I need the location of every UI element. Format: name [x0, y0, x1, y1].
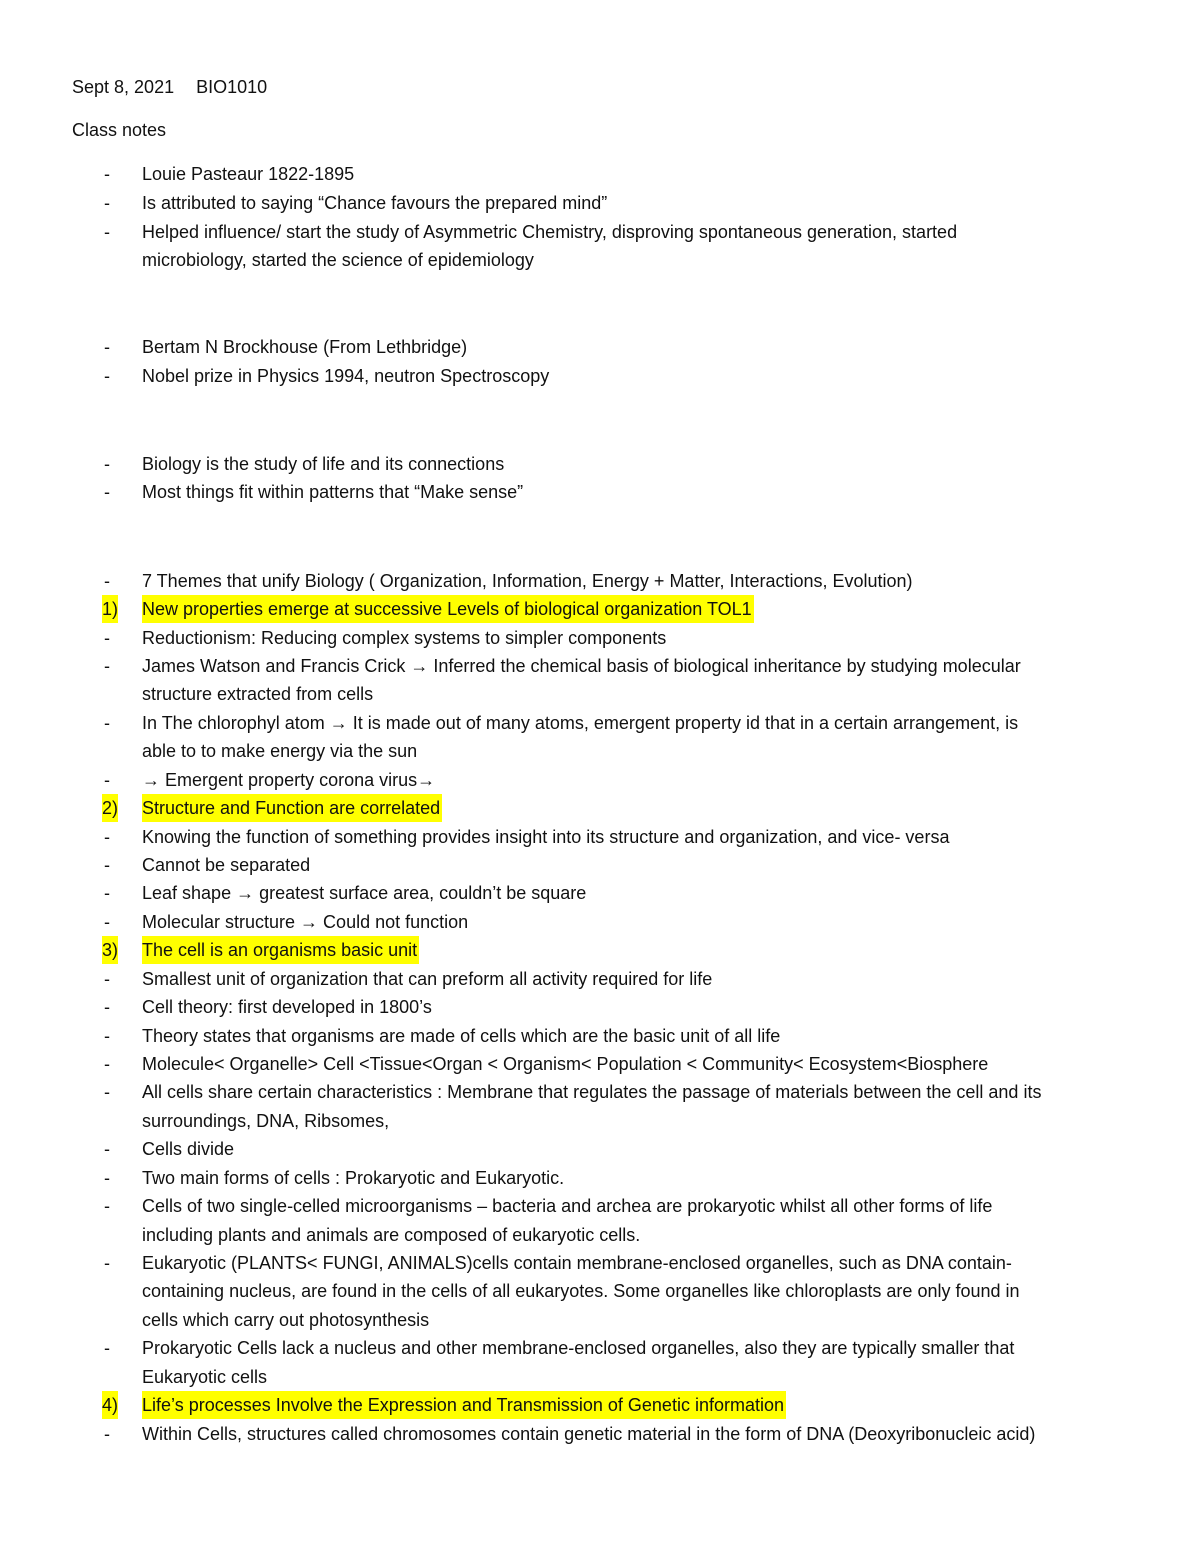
note-text: Leaf shape → greatest surface area, couldn’t be square [142, 883, 587, 903]
bullet-dash: - [104, 770, 110, 790]
bullet-dash: - [104, 164, 110, 184]
theme-heading-text: Life’s processes Involve the Expression and Transmission of Genetic information [142, 1391, 786, 1419]
note-text: Molecule< Organelle> Cell <Tissue<Organ < Organism< Population < Community< Ecosystem<Biosphere [142, 1054, 989, 1074]
note-text: Helped influence/ start the study of Asymmetric Chemistry, disproving spontaneous generation, started [142, 222, 958, 242]
note-text: Two main forms of cells : Prokaryotic and Eukaryotic. [142, 1168, 565, 1188]
bullet-dash: - [104, 1139, 110, 1159]
note-text: Eukaryotic cells [142, 1367, 268, 1387]
note-text: Cell theory: first developed in 1800’s [142, 997, 432, 1017]
note-text: Knowing the function of something provides insight into its structure and organization, and vice- versa [142, 827, 950, 847]
bullet-dash: - [104, 1026, 110, 1046]
note-text: structure extracted from cells [142, 684, 374, 704]
bullet-dash: - [104, 337, 110, 357]
note-text: Eukaryotic (PLANTS< FUNGI, ANIMALS)cells contain membrane-enclosed organelles, such as DNA contain- [142, 1253, 1012, 1273]
theme-heading-text: The cell is an organisms basic unit [142, 936, 419, 964]
theme-number: 4) [102, 1391, 118, 1419]
date-text: Sept 8, 2021 [72, 77, 175, 97]
note-text: → Emergent property corona virus→ [142, 770, 436, 790]
bullet-dash: - [104, 222, 110, 242]
note-text: Most things fit within patterns that “Make sense” [142, 482, 524, 502]
note-text: Cannot be separated [142, 855, 311, 875]
bullet-dash: - [104, 1054, 110, 1074]
note-text: Theory states that organisms are made of cells which are the basic unit of all life [142, 1026, 781, 1046]
note-text: Smallest unit of organization that can preform all activity required for life [142, 969, 713, 989]
note-text: Within Cells, structures called chromosomes contain genetic material in the form of DNA (Deoxyribonucleic acid) [142, 1424, 1036, 1444]
bullet-dash: - [104, 1168, 110, 1188]
note-text: James Watson and Francis Crick → Inferred the chemical basis of biological inheritance by studying molecular [142, 656, 1021, 676]
note-text: Louie Pasteaur 1822-1895 [142, 164, 355, 184]
note-text: All cells share certain characteristics : Membrane that regulates the passage of materials between the cell and its [142, 1082, 1042, 1102]
note-text: 7 Themes that unify Biology ( Organization, Information, Energy + Matter, Interactions, Evolution) [142, 571, 913, 591]
theme-heading-text: Structure and Function are correlated [142, 794, 442, 822]
header-line [72, 73, 1140, 101]
bullet-dash: - [104, 855, 110, 875]
bullet-dash: - [104, 1424, 110, 1444]
bullet-dash: - [104, 997, 110, 1017]
note-text: Nobel prize in Physics 1994, neutron Spectroscopy [142, 366, 550, 386]
note-text: Biology is the study of life and its connections [142, 454, 505, 474]
course-code: BIO1010 [196, 77, 268, 97]
bullet-dash: - [104, 912, 110, 932]
bullet-dash: - [104, 193, 110, 213]
bullet-dash: - [104, 883, 110, 903]
note-text: microbiology, started the science of epidemiology [142, 250, 534, 270]
theme-number: 3) [102, 936, 118, 964]
bullet-dash: - [104, 628, 110, 648]
note-text: surroundings, DNA, Ribsomes, [142, 1111, 390, 1131]
note-text: In The chlorophyl atom → It is made out of many atoms, emergent property id that in a certain arrangement, is [142, 713, 1019, 733]
note-text: Prokaryotic Cells lack a nucleus and other membrane-enclosed organelles, also they are typically smaller that [142, 1338, 1015, 1358]
bullet-dash: - [104, 969, 110, 989]
notes-title-text: Class notes [72, 120, 167, 140]
note-text: cells which carry out photosynthesis [142, 1310, 430, 1330]
bullet-dash: - [104, 1253, 110, 1273]
bullet-dash: - [104, 454, 110, 474]
theme-heading-text: New properties emerge at successive Levels of biological organization TOL1 [142, 595, 754, 623]
note-text: Is attributed to saying “Chance favours the prepared mind” [142, 193, 608, 213]
note-text: Molecular structure → Could not function [142, 912, 469, 932]
bullet-dash: - [104, 656, 110, 676]
note-text: including plants and animals are composed of eukaryotic cells. [142, 1225, 641, 1245]
bullet-dash: - [104, 713, 110, 733]
bullet-dash: - [104, 1196, 110, 1216]
note-text: containing nucleus, are found in the cells of all eukaryotes. Some organelles like chloroplasts are only found in [142, 1281, 1020, 1301]
bullet-dash: - [104, 827, 110, 847]
bullet-dash: - [104, 482, 110, 502]
note-text: Cells divide [142, 1139, 235, 1159]
note-text: able to to make energy via the sun [142, 741, 418, 761]
note-text: Reductionism: Reducing complex systems to simpler components [142, 628, 667, 648]
bullet-dash: - [104, 366, 110, 386]
theme-number: 1) [102, 595, 118, 623]
notes-title [72, 116, 1140, 144]
theme-number: 2) [102, 794, 118, 822]
note-text: Cells of two single-celled microorganisms – bacteria and archea are prokaryotic whilst all other forms of life [142, 1196, 993, 1216]
bullet-dash: - [104, 1082, 110, 1102]
note-text: Bertam N Brockhouse (From Lethbridge) [142, 337, 468, 357]
bullet-dash: - [104, 1338, 110, 1358]
bullet-dash: - [104, 571, 110, 591]
